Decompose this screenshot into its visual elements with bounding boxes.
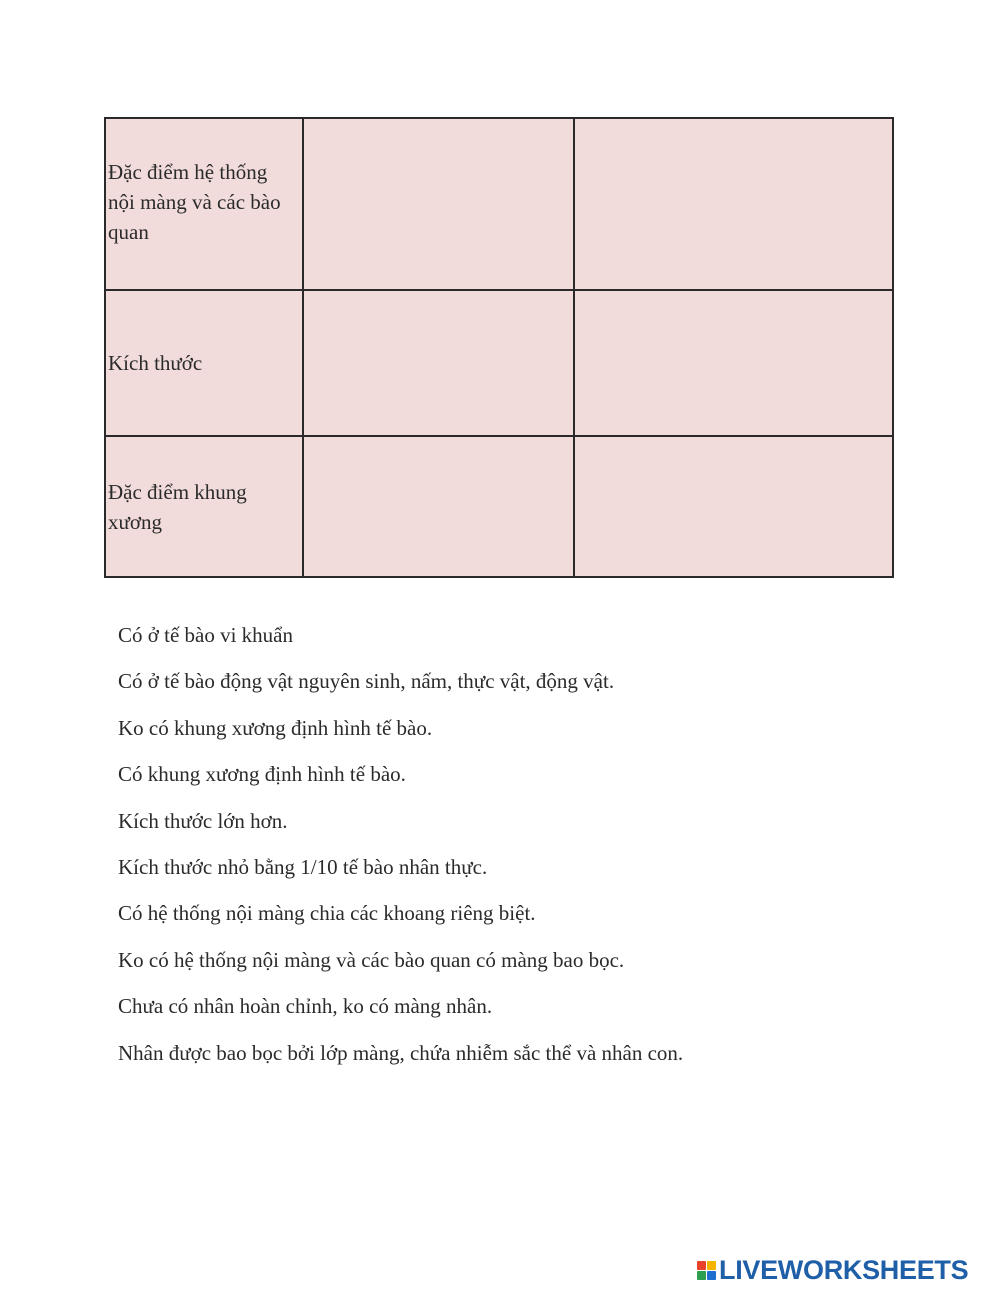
table-row (105, 118, 893, 290)
comparison-table (104, 117, 894, 578)
draggable-option[interactable]: Ko có khung xương định hình tế bào. (118, 715, 433, 740)
draggable-option[interactable]: Có khung xương định hình tế bào. (118, 762, 406, 787)
answer-drop-cell[interactable] (574, 436, 893, 577)
logo-square (697, 1271, 706, 1280)
row-label-cell (105, 290, 303, 436)
draggable-option[interactable]: Có ở tế bào động vật nguyên sinh, nấm, thực vật, động vật. (118, 669, 615, 694)
row-label-cell (105, 436, 303, 577)
draggable-option[interactable]: Kích thước lớn hơn. (118, 808, 288, 833)
row-label: Đặc điểm hệ thống nội màng và các bào quan (108, 160, 281, 244)
row-label: Kích thước (108, 351, 203, 375)
draggable-option[interactable]: Có hệ thống nội màng chia các khoang riêng biệt. (118, 901, 536, 926)
answer-options-list (118, 618, 683, 1082)
draggable-option[interactable]: Có ở tế bào vi khuẩn (118, 623, 293, 647)
table-row (105, 290, 893, 436)
table-row (105, 436, 893, 577)
answer-drop-cell[interactable] (574, 118, 893, 290)
answer-drop-cell[interactable] (303, 118, 574, 290)
live-logo-icon (697, 1261, 716, 1280)
answer-drop-cell[interactable] (574, 290, 893, 436)
logo-square (707, 1271, 716, 1280)
logo-square (707, 1261, 716, 1270)
brand-logo (697, 1255, 968, 1285)
draggable-option[interactable]: Kích thước nhỏ bằng 1/10 tế bào nhân thực. (118, 854, 488, 879)
row-label: Đặc điểm khung xương (108, 479, 247, 534)
draggable-option[interactable]: Chưa có nhân hoàn chỉnh, ko có màng nhân. (118, 994, 493, 1019)
row-label-cell (105, 118, 303, 290)
draggable-option[interactable]: Ko có hệ thống nội màng và các bào quan có màng bao bọc. (118, 947, 625, 972)
answer-drop-cell[interactable] (303, 290, 574, 436)
draggable-option[interactable]: Nhân được bao bọc bởi lớp màng, chứa nhiễm sắc thể và nhân con. (118, 1040, 684, 1065)
answer-drop-cell[interactable] (303, 436, 574, 577)
brand-name: LIVEWORKSHEETS (719, 1255, 969, 1285)
logo-square (697, 1261, 706, 1270)
